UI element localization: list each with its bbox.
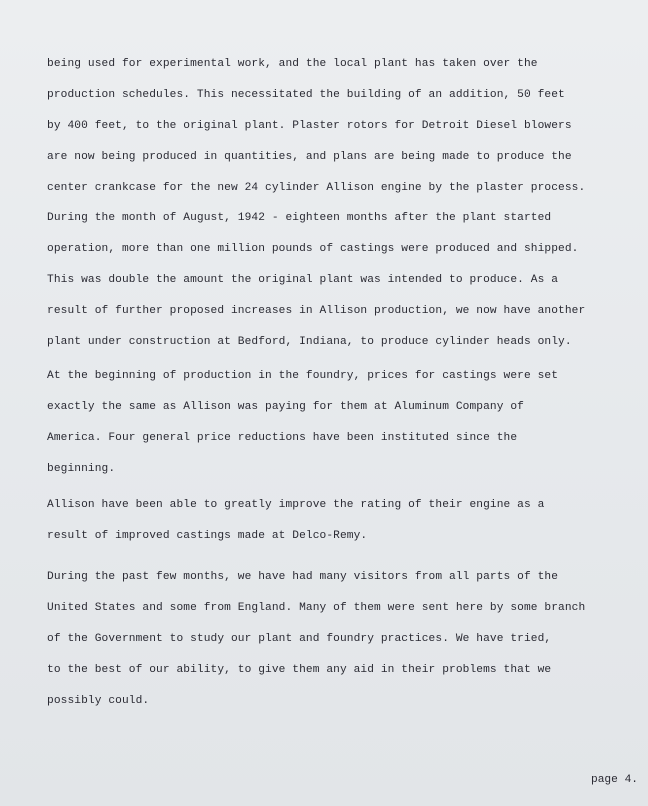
paragraph-august-1942-output [47, 203, 637, 358]
text-line: United States and some from England. Many of them were sent here by some branch [47, 602, 586, 614]
text-line: are now being produced in quantities, and plans are being made to produce the [47, 151, 572, 163]
text-line: At the beginning of production in the foundry, prices for castings were set [47, 370, 559, 382]
paragraph-visitors [47, 562, 637, 717]
text-line: production schedules. This necessitated the building of an addition, 50 feet [47, 89, 565, 101]
text-line: by 400 feet, to the original plant. Plaster rotors for Detroit Diesel blowers [47, 120, 572, 132]
text-line: exactly the same as Allison was paying for them at Aluminum Company of [47, 401, 524, 413]
paragraph-engine-rating [47, 490, 637, 552]
text-line: This was double the amount the original plant was intended to produce. As a [47, 274, 559, 286]
text-line: During the month of August, 1942 - eighteen months after the plant started [47, 212, 552, 224]
text-line: result of improved castings made at Delco-Remy. [47, 530, 368, 542]
text-line: During the past few months, we have had many visitors from all parts of the [47, 571, 559, 583]
text-line: to the best of our ability, to give them any aid in their problems that we [47, 664, 552, 676]
text-line: America. Four general price reductions have been instituted since the [47, 432, 518, 444]
text-line: result of further proposed increases in Allison production, we now have another [47, 305, 586, 317]
text-line: beginning. [47, 463, 116, 475]
text-line: being used for experimental work, and the local plant has taken over the [47, 58, 538, 70]
text-line: possibly could. [47, 695, 150, 707]
page-number: page 4. [591, 774, 638, 786]
paragraph-casting-prices [47, 361, 637, 485]
paragraph-production-expansion [47, 49, 637, 204]
text-line: plant under construction at Bedford, Indiana, to produce cylinder heads only. [47, 336, 572, 348]
text-line: of the Government to study our plant and foundry practices. We have tried, [47, 633, 552, 645]
text-line: Allison have been able to greatly improve the rating of their engine as a [47, 499, 545, 511]
text-line: operation, more than one million pounds of castings were produced and shipped. [47, 243, 579, 255]
text-line: center crankcase for the new 24 cylinder Allison engine by the plaster process. [47, 182, 586, 194]
